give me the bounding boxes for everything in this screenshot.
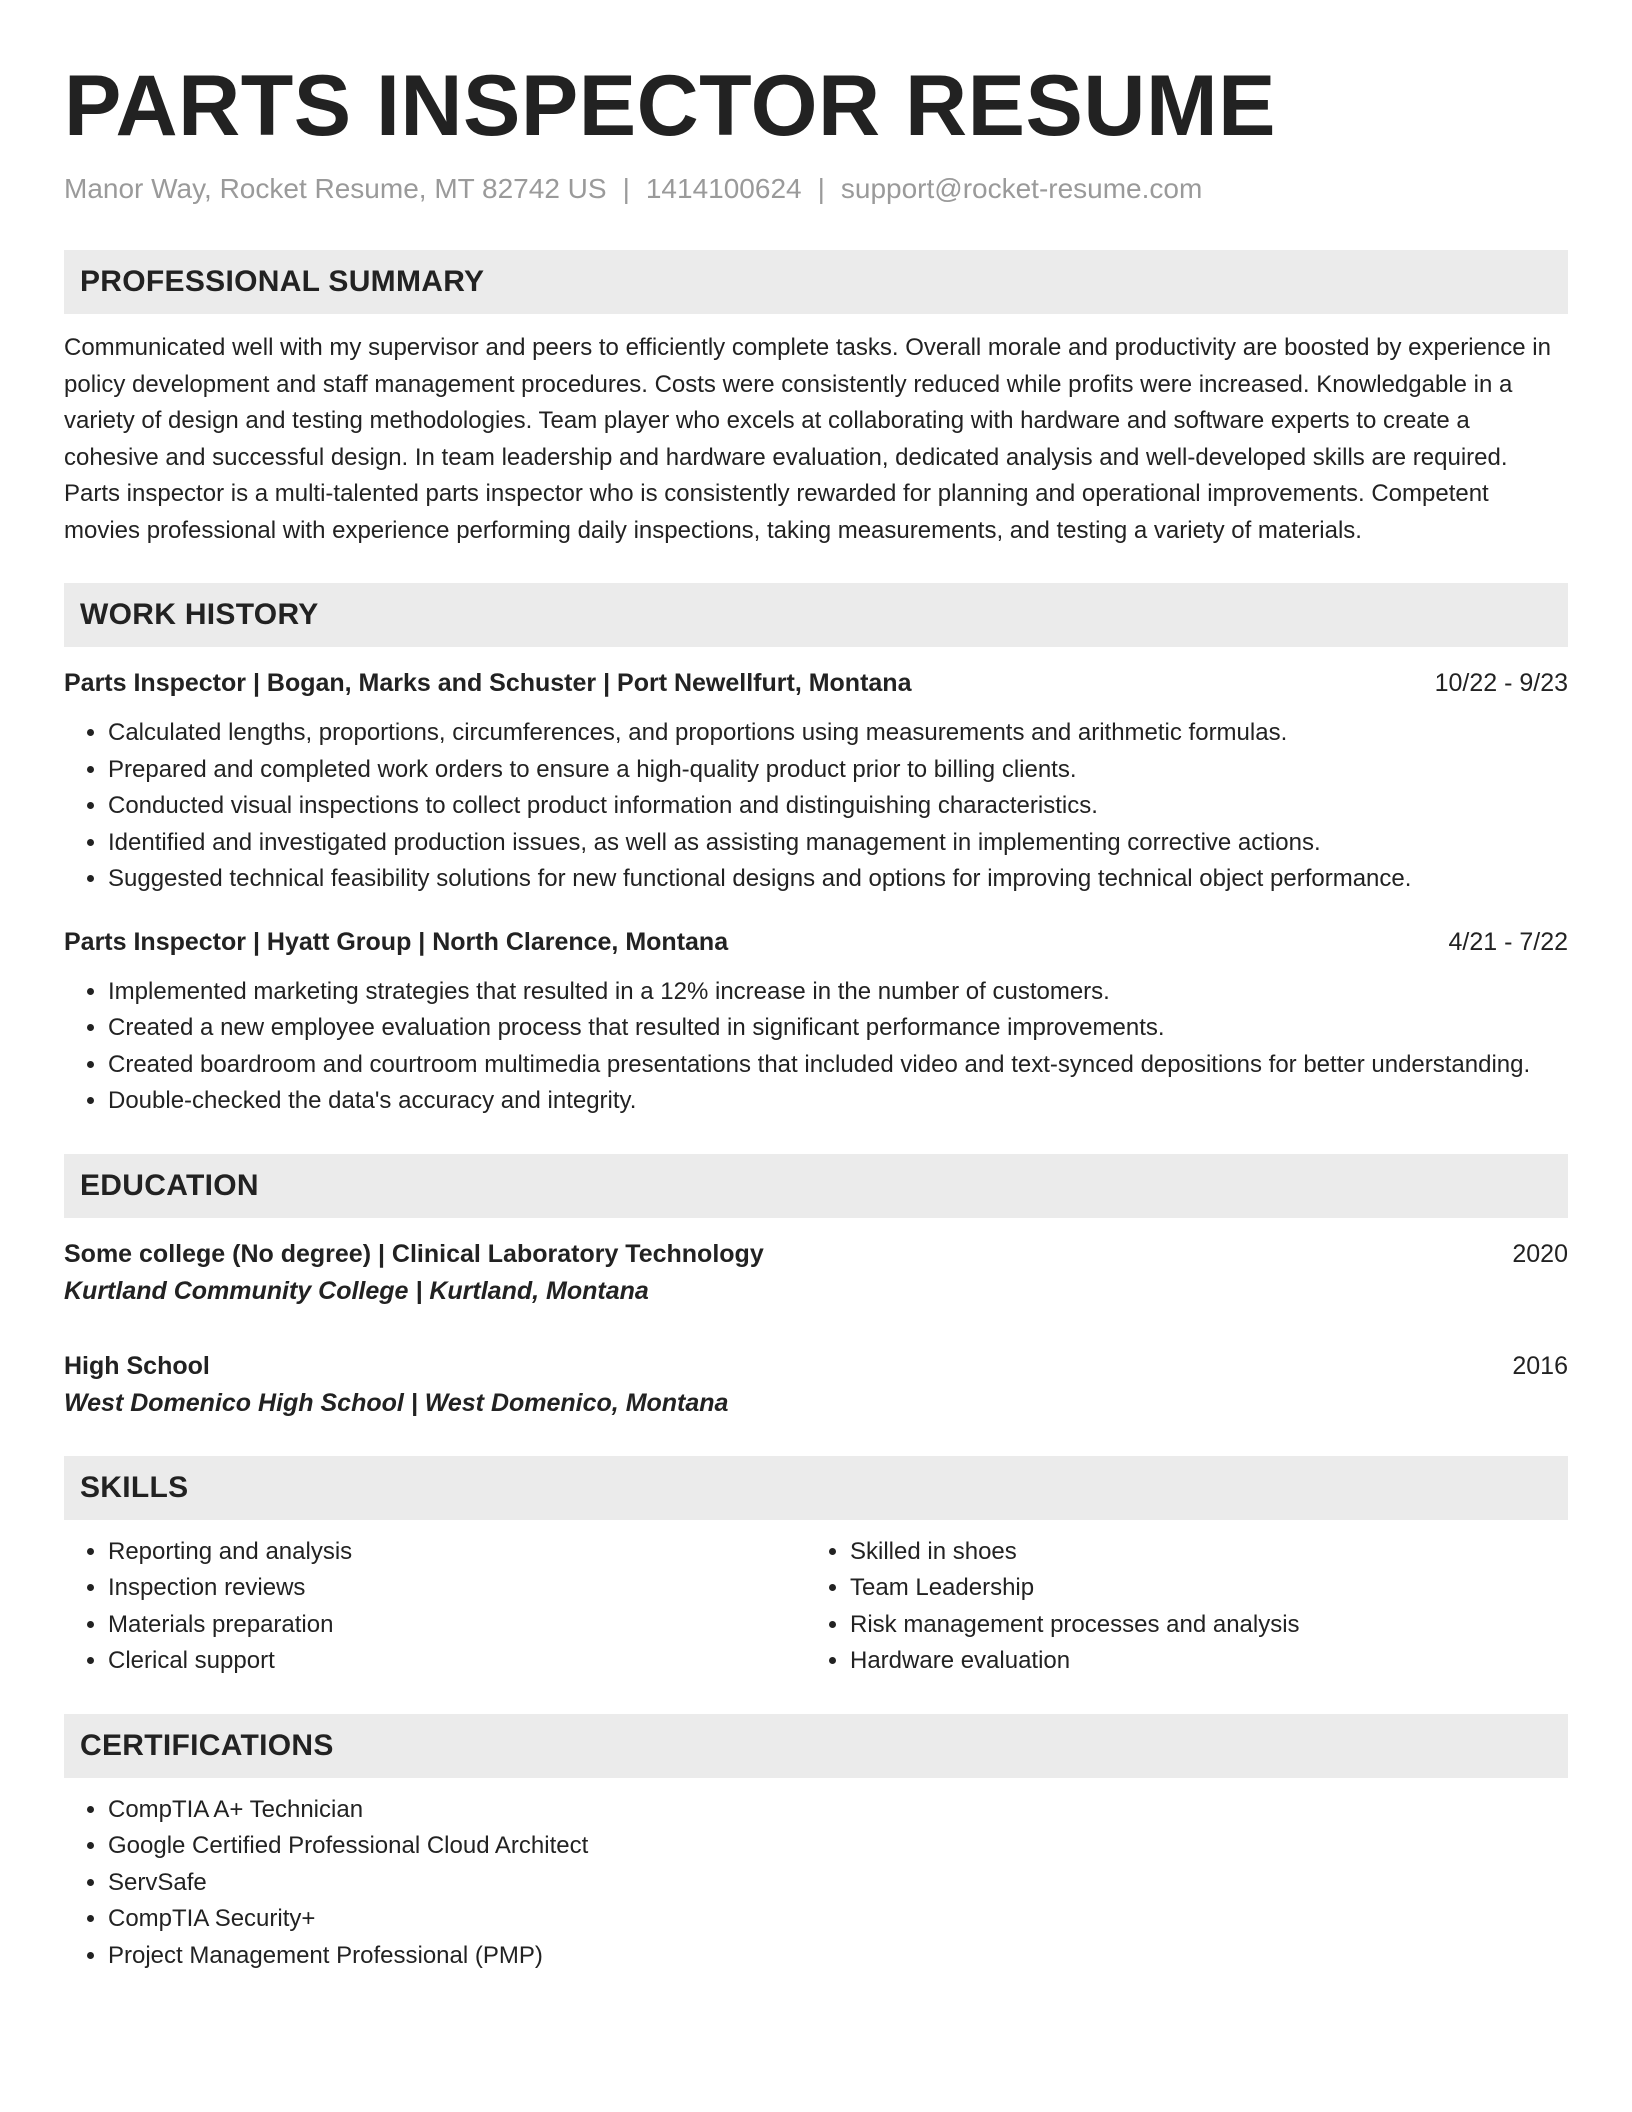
summary-text: Communicated well with my supervisor and peers to efficiently complete tasks. Overall morale and productivity are boosted by experience in policy development and staff management procedures. Costs were consistently reduced while profits were increased. Knowledgable in a variety of design and testing methodologies. Team player who excels at collaborating with hardware and software experts to create a cohesive and successful design. In team leadership and hardware evaluation, dedicated analysis and well-developed skills are required. Parts inspector is a multi-talented parts inspector who is consistently rewarded for planning and operational improvements. Competent movies professional with experience performing daily inspections, taking measurements, and testing a variety of materials.: [64, 334, 1551, 544]
education-year: 2016: [1512, 1351, 1568, 1380]
certification-item: • CompTIA Security+: [108, 1901, 1568, 1938]
skills-column: [64, 1534, 806, 1680]
work-history-section: [64, 583, 1568, 1120]
summary-section: [64, 250, 1568, 549]
skills-section: [64, 1456, 1568, 1680]
job-dates: 4/21 - 7/22: [1448, 927, 1568, 956]
skills-heading: SKILLS: [64, 1456, 1568, 1520]
skill-item: • Hardware evaluation: [850, 1643, 1548, 1680]
certification-item: • CompTIA A+ Technician: [108, 1792, 1568, 1829]
education-degree: High School: [64, 1351, 210, 1380]
certifications-list: [64, 1792, 1568, 1975]
education-entry: [64, 1348, 1568, 1422]
job-bullets: [64, 715, 1568, 898]
skills-column: [806, 1534, 1548, 1680]
skill-item: • Materials preparation: [108, 1607, 806, 1644]
summary-heading: PROFESSIONAL SUMMARY: [64, 250, 1568, 314]
education-section: [64, 1154, 1568, 1422]
certification-item: • Project Management Professional (PMP): [108, 1938, 1568, 1975]
education-school: West Domenico High School | West Domenico, Montana: [64, 1388, 729, 1417]
job-entry: [64, 924, 1568, 1120]
education-school: Kurtland Community College | Kurtland, Montana: [64, 1276, 649, 1305]
job-dates: 10/22 - 9/23: [1434, 669, 1568, 697]
job-title: Parts Inspector | Hyatt Group | North Clarence, Montana: [64, 927, 729, 956]
skill-item: • Reporting and analysis: [108, 1534, 806, 1571]
job-bullet: • Calculated lengths, proportions, circumferences, and proportions using measurements and arithmetic formulas.: [108, 715, 1568, 752]
contact-address: Manor Way, Rocket Resume, MT 82742 US: [64, 173, 607, 204]
job-title: Parts Inspector | Bogan, Marks and Schuster | Port Newellfurt, Montana: [64, 669, 912, 697]
job-header: [64, 665, 1568, 701]
contact-phone: 1414100624: [645, 173, 802, 204]
certifications-heading: CERTIFICATIONS: [64, 1714, 1568, 1778]
job-bullets: [64, 974, 1568, 1120]
contact-email: support@rocket-resume.com: [840, 173, 1203, 204]
certification-item: • ServSafe: [108, 1865, 1568, 1902]
job-bullet: • Conducted visual inspections to collect product information and distinguishing characteristics.: [108, 788, 1568, 825]
job-bullet: • Created boardroom and courtroom multimedia presentations that included video and text-synced depositions for better understanding.: [108, 1047, 1568, 1084]
skill-item: • Risk management processes and analysis: [850, 1607, 1548, 1644]
work-history-heading: WORK HISTORY: [64, 583, 1568, 647]
education-header: [64, 1236, 1568, 1272]
certification-item: • Google Certified Professional Cloud Architect: [108, 1828, 1568, 1865]
job-bullet: • Suggested technical feasibility solutions for new functional designs and options for improving technical object performance.: [108, 861, 1568, 898]
job-bullet: • Prepared and completed work orders to ensure a high-quality product prior to billing clients.: [108, 752, 1568, 789]
education-header: [64, 1348, 1568, 1384]
education-heading: EDUCATION: [64, 1154, 1568, 1218]
skill-item: • Inspection reviews: [108, 1570, 806, 1607]
certifications-section: [64, 1714, 1568, 1975]
skill-item: • Clerical support: [108, 1643, 806, 1680]
education-degree: Some college (No degree) | Clinical Laboratory Technology: [64, 1239, 764, 1268]
job-entry: [64, 665, 1568, 898]
skills-grid: [64, 1534, 1568, 1680]
skill-item: • Skilled in shoes: [850, 1534, 1548, 1571]
contact-separator: |: [622, 173, 630, 204]
page-title: PARTS INSPECTOR RESUME: [64, 58, 1276, 154]
job-bullet: • Implemented marketing strategies that resulted in a 12% increase in the number of customers.: [108, 974, 1568, 1011]
education-entry: [64, 1236, 1568, 1310]
job-bullet: • Double-checked the data's accuracy and integrity.: [108, 1083, 1568, 1120]
job-header: [64, 924, 1568, 960]
contact-separator: |: [817, 173, 825, 204]
job-bullet: • Created a new employee evaluation process that resulted in significant performance improvements.: [108, 1010, 1568, 1047]
contact-line: [64, 172, 1568, 206]
job-bullet: • Identified and investigated production issues, as well as assisting management in implementing corrective actions.: [108, 825, 1568, 862]
education-year: 2020: [1512, 1239, 1568, 1268]
skill-item: • Team Leadership: [850, 1570, 1548, 1607]
